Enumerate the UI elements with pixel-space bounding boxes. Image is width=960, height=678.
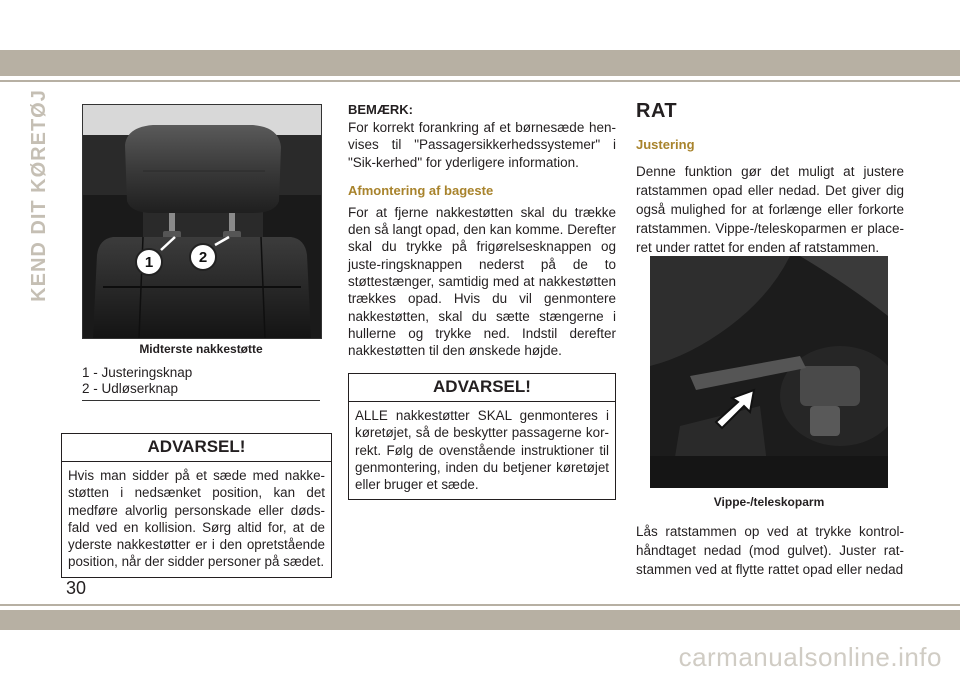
- removal-text: For at fjerne nakkestøtten skal du trække den så langt opad, den kan komme. Derefter skal du trykke på frigørelsesknappen og juste-ringsknappen nederst på de to støttestænger, samtidig med at nakkestøtten trækkes opad. Hvis du vil genmontere nakkestøtten, skal du sætte stængerne i hullerne og trykke ned. Indstil derefter nakkestøtten til den ønskede højde.: [348, 204, 616, 359]
- headrest-photo: [82, 104, 322, 339]
- header-band: [0, 50, 960, 76]
- steering-column-photo: [650, 256, 888, 488]
- warning-text: Hvis man sidder på et sæde med nakke-støtten i nedsænket position, kan det medføre alvorlig personskade eller døds-fald ved en kollision. Sørg altid for, at de yderste nakkestøtter er i den opretstående position, når der sidder personer på sædet.: [68, 468, 325, 570]
- legend-item: 2 - Udløserknap: [82, 381, 179, 396]
- tilt-lever-illustration: [650, 256, 888, 488]
- adjustment-intro-text: Denne funktion gør det muligt at justere ratstammen opad eller nedad. Det giver dig også mulighed for at forlænge eller forkorte ratstammen. Vippe-/teleskoparmen er place-ret under rattet for enden af ratstammen.: [636, 164, 904, 255]
- figure-legend: [82, 365, 192, 397]
- side-title-text: KEND DIT KØRETØJ: [27, 88, 50, 302]
- unlock-instructions-text: Lås ratstammen op ved at trykke kontrol-håndtaget nedad (mod gulvet). Juster rat-stammen ved at flytte rattet opad eller nedad: [636, 524, 904, 577]
- legend-divider: [82, 400, 320, 401]
- footer-rule: [0, 604, 960, 606]
- warning-title: ADVARSEL!: [349, 374, 615, 402]
- right-column-continued: [636, 520, 904, 579]
- warning-text: ALLE nakkestøtter SKAL genmonteres i køretøjet, så de beskytter passagerne kor-rekt. Følg de ovenstående instruktioner til genmontering, inden du betjener køretøjet eller bruger et sæde.: [355, 408, 609, 493]
- header-rule: [0, 80, 960, 82]
- headrest-illustration: [83, 105, 321, 338]
- note-text: For korrekt forankring af et børnesæde hen-vises til "Passagersikkerhedssystemer" i "Sik-kerhed" for yderligere information.: [348, 120, 616, 170]
- adjustment-heading: Justering: [636, 137, 695, 152]
- headrest-figure-caption: Midterste nakkestøtte: [139, 342, 263, 356]
- steering-figure-caption: Vippe-/teleskoparm: [713, 495, 825, 509]
- section-heading-rat: RAT: [636, 100, 678, 122]
- watermark: carmanualsonline.info: [678, 642, 942, 672]
- warning-box-headrest-position: [61, 433, 332, 578]
- page-number: 30: [66, 578, 87, 598]
- legend-item: 1 - Justeringsknap: [82, 365, 193, 380]
- right-column: [636, 100, 904, 257]
- section-side-title: [22, 88, 56, 302]
- footer-band: [0, 610, 960, 630]
- warning-box-reinstall: [348, 373, 616, 500]
- callout-2: 2: [189, 243, 217, 271]
- callout-1: 1: [135, 248, 163, 276]
- removal-heading: Afmontering af bageste: [348, 182, 494, 198]
- note-heading: BEMÆRK:: [348, 102, 413, 117]
- warning-title: ADVARSEL!: [62, 434, 331, 462]
- middle-column: [348, 102, 616, 360]
